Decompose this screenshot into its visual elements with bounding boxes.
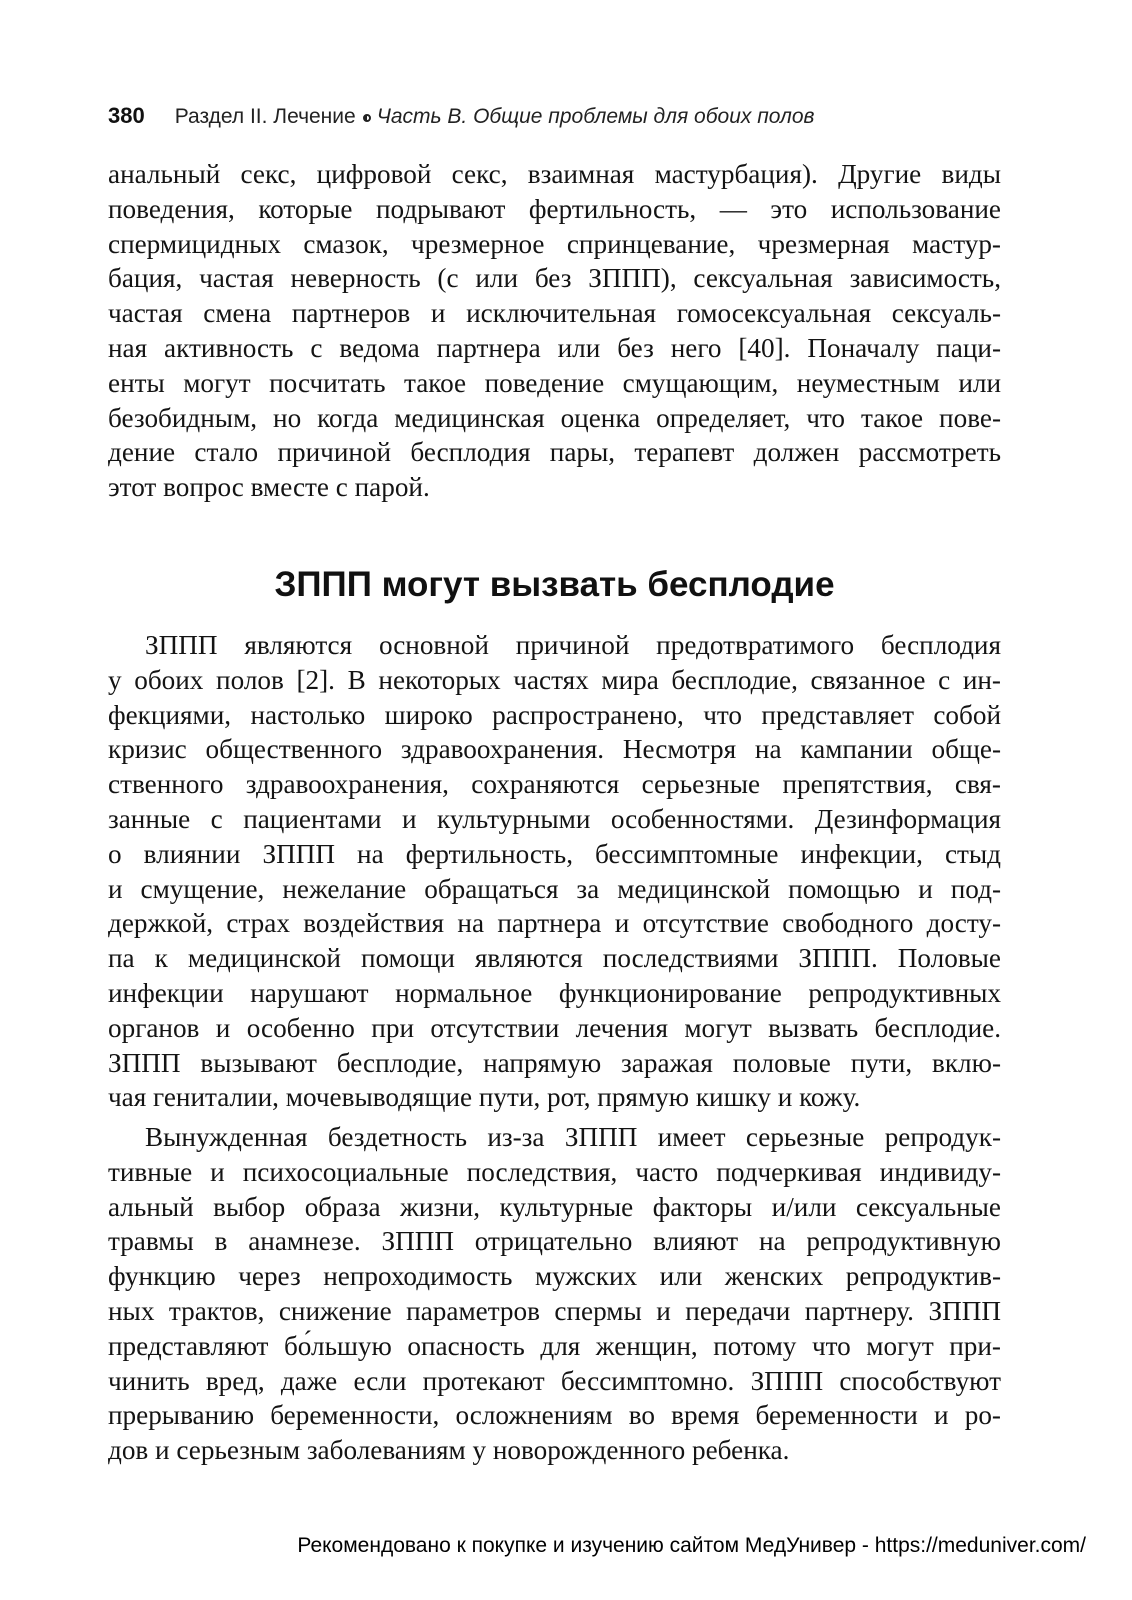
text-line: альный выбор образа жизни, культурные факторы и/или сексуальные bbox=[108, 1191, 1001, 1222]
paragraph-stds-cause-infertility bbox=[108, 628, 1001, 1115]
text-line: фекциями, настолько широко распространено, что представляет собой bbox=[108, 699, 1001, 730]
text-line: тивные и психосоциальные последствия, часто подчеркивая индивиду- bbox=[108, 1156, 1001, 1187]
text-line: представляют бо́льшую опасность для женщин, потому что могут при- bbox=[108, 1330, 1001, 1361]
text-line: Вынужденная бездетность из-за ЗППП имеет серьезные репродук- bbox=[145, 1122, 1001, 1152]
text-line: у обоих полов [2]. В некоторых частях мира бесплодие, связанное с ин- bbox=[108, 664, 1001, 695]
text-line: чая гениталии, мочевыводящие пути, рот, прямую кишку и кожу. bbox=[108, 1082, 861, 1113]
text-line: прерыванию беременности, осложнениям во время беременности и ро- bbox=[108, 1400, 1001, 1431]
text-line: инфекции нарушают нормальное функционирование репродуктивных bbox=[108, 977, 1001, 1008]
text-line: держкой, страх воздействия на партнера и отсутствие свободного досту- bbox=[108, 908, 1001, 939]
text-line: кризис общественного здравоохранения. Несмотря на кампании обще- bbox=[108, 734, 1001, 765]
paragraph-continued bbox=[108, 157, 1001, 505]
text-line: ная активность с ведома партнера или без него [40]. Поначалу паци- bbox=[108, 332, 1001, 363]
section-label: Раздел II. Лечение bbox=[174, 105, 356, 128]
text-line: дов и серьезным заболеваниям у новорожденного ребенка. bbox=[108, 1435, 790, 1466]
half-circle-separator-icon bbox=[363, 114, 371, 122]
text-line: па к медицинской помощи являются последствиями ЗППП. Половые bbox=[108, 943, 1001, 974]
part-label: Часть B. Общие проблемы для обоих полов bbox=[376, 105, 815, 128]
text-line: травмы в анамнезе. ЗППП отрицательно влияют на репродуктивную bbox=[108, 1226, 1001, 1257]
text-line: анальный секс, цифровой секс, взаимная мастурбация). Другие виды bbox=[108, 159, 1001, 189]
text-line: частая смена партнеров и исключительная гомосексуальная сексуаль- bbox=[108, 298, 1001, 329]
text-line: и смущение, нежелание обращаться за медицинской помощью и под- bbox=[108, 873, 1001, 904]
text-line: ственного здравоохранения, сохраняются серьезные препятствия, свя- bbox=[108, 769, 1001, 800]
text-line: функцию через непроходимость мужских или женских репродуктив- bbox=[108, 1261, 1001, 1292]
text-line: чинить вред, даже если протекают бессимптомно. ЗППП способствуют bbox=[108, 1365, 1001, 1396]
text-line: поведения, которые подрывают фертильность, — это использование bbox=[108, 193, 1001, 224]
text-line: органов и особенно при отсутствии лечения могут вызвать бесплодие. bbox=[108, 1012, 1001, 1043]
text-line: этот вопрос вместе с парой. bbox=[108, 472, 430, 503]
text-line: ных трактов, снижение параметров спермы и передачи партнеру. ЗППП bbox=[108, 1295, 1001, 1326]
text-line: ЗППП вызывают бесплодие, напрямую заражая половые пути, вклю- bbox=[108, 1047, 1001, 1078]
text-line: о влиянии ЗППП на фертильность, бессимптомные инфекции, стыд bbox=[108, 838, 1001, 869]
paragraph-forced-childlessness bbox=[108, 1120, 1001, 1468]
text-line: дение стало причиной бесплодия пары, терапевт должен рассмотреть bbox=[108, 437, 1001, 468]
watermark-footer-link[interactable]: Рекомендовано к покупке и изучению сайтом МедУнивер - https://meduniver.com/ bbox=[297, 1534, 1086, 1557]
text-line: занные с пациентами и культурными особенностями. Дезинформация bbox=[108, 803, 1001, 834]
running-header bbox=[108, 99, 1028, 133]
text-line: ЗППП являются основной причиной предотвратимого бесплодия bbox=[145, 630, 1001, 660]
text-line: безобидным, но когда медицинская оценка определяет, что такое пове- bbox=[108, 402, 1001, 433]
text-line: спермицидных смазок, чрезмерное спринцевание, чрезмерная мастур- bbox=[108, 228, 1001, 259]
section-heading: ЗППП могут вызвать бесплодие bbox=[274, 565, 835, 604]
page-number: 380 bbox=[108, 103, 145, 128]
text-line: бация, частая неверность (с или без ЗППП), сексуальная зависимость, bbox=[108, 263, 1001, 294]
text-line: енты могут посчитать такое поведение смущающим, неуместным или bbox=[108, 367, 1001, 398]
